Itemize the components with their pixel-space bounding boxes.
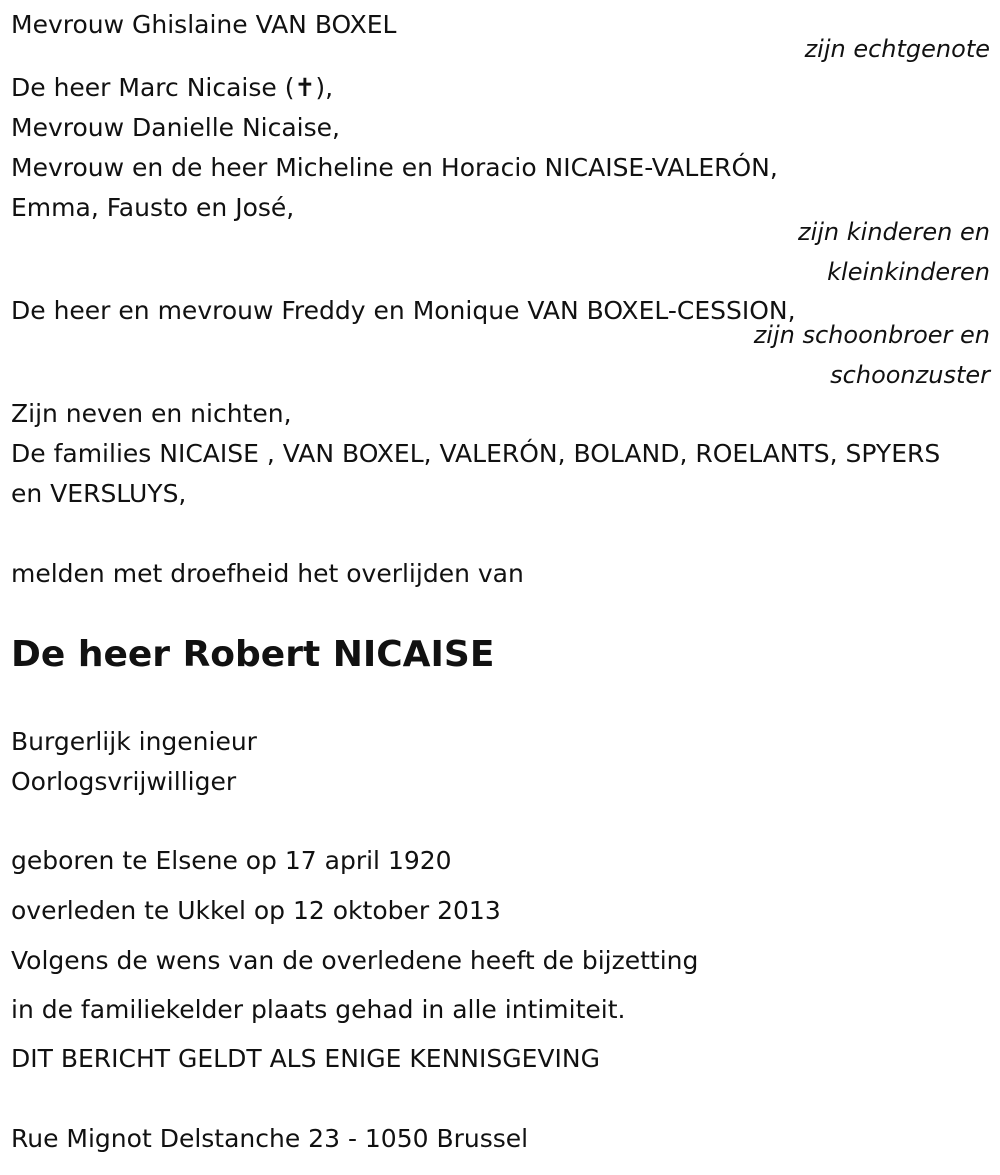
child-line-3: Mevrouw en de heer Micheline en Horacio NICAISE-VALERÓN, xyxy=(11,153,778,182)
wish-line-1: Volgens de wens van de overledene heeft de bijzetting xyxy=(11,946,699,975)
relatives-line-2: De families NICAISE , VAN BOXEL, VALERÓN, BOLAND, ROELANTS, SPYERS xyxy=(11,439,941,468)
in-laws-name: De heer en mevrouw Freddy en Monique VAN BOXEL-CESSION, xyxy=(11,296,796,325)
deceased-name: De heer Robert NICAISE xyxy=(11,634,495,675)
deceased-title-2: Oorlogsvrijwilliger xyxy=(11,767,237,796)
children-role-line-1: zijn kinderen en xyxy=(798,218,990,246)
birth-line: geboren te Elsene op 17 april 1920 xyxy=(11,846,452,875)
relatives-line-3: en VERSLUYS, xyxy=(11,479,187,508)
grandchildren-line: Emma, Fausto en José, xyxy=(11,193,295,222)
deceased-title-1: Burgerlijk ingenieur xyxy=(11,727,257,756)
announcement: melden met droefheid het overlijden van xyxy=(11,559,524,588)
spouse-role: zijn echtgenote xyxy=(804,35,990,63)
address-line: Rue Mignot Delstanche 23 - 1050 Brussel xyxy=(11,1124,529,1153)
child-line-1: De heer Marc Nicaise (✝), xyxy=(11,73,334,102)
notice-line: DIT BERICHT GELDT ALS ENIGE KENNISGEVING xyxy=(11,1044,600,1073)
in-laws-role-line-1: zijn schoonbroer en xyxy=(753,321,990,349)
relatives-line-1: Zijn neven en nichten, xyxy=(11,399,292,428)
spouse-name: Mevrouw Ghislaine VAN BOXEL xyxy=(11,10,397,39)
wish-line-2: in de familiekelder plaats gehad in alle intimiteit. xyxy=(11,995,626,1024)
children-role-line-2: kleinkinderen xyxy=(827,258,990,286)
in-laws-role-line-2: schoonzuster xyxy=(830,361,990,389)
child-line-2: Mevrouw Danielle Nicaise, xyxy=(11,113,340,142)
death-line: overleden te Ukkel op 12 oktober 2013 xyxy=(11,896,501,925)
